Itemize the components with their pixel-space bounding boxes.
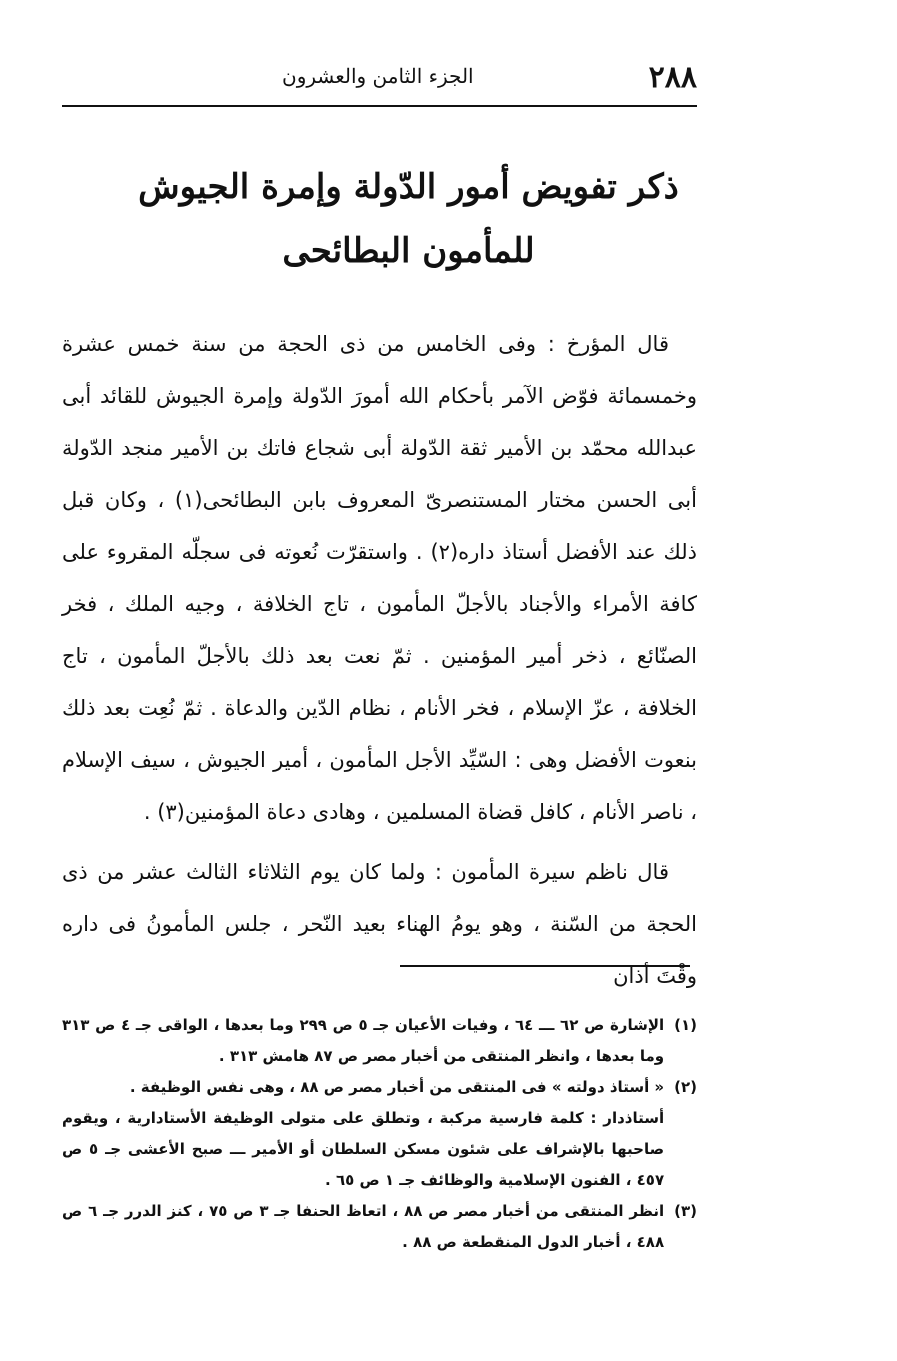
footnote-text — [62, 1072, 664, 1196]
page-number: ٢٨٨ — [648, 60, 697, 95]
footnote-line: الإشارة ص ٦٢ ـــ ٦٤ ، وفيات الأعيان جـ ٥ ص ٢٩٩ وما بعدها ، الواقى جـ ٤ ص ٣١٣ وما بعدها ، وانظر المنتقى من أخبار مصر ص ٨٧ هامش ٣١٣ . — [62, 1016, 665, 1065]
footnote-number: (٣) — [674, 1202, 697, 1220]
chapter-title-line-1: ذكر تفويض أمور الدّولة وإمرة الجيوش — [138, 167, 679, 207]
chapter-title-line-2: للمأمون البطائحى — [282, 231, 535, 271]
footnote-1 — [62, 1010, 697, 1072]
page-header — [62, 50, 697, 107]
footnote-separator — [400, 965, 690, 967]
footnote-line: انظر المنتقى من أخبار مصر ص ٨٨ ، اتعاظ الحنفا جـ ٣ ص ٧٥ ، كنز الدرر جـ ٦ ص ٤٨٨ ، أخبار الدول المنقطعة ص ٨٨ . — [62, 1202, 665, 1251]
footnotes — [62, 1010, 697, 1258]
footnote-line: أستاذدار : كلمة فارسية مركبة ، وتطلق على متولى الوظيفة الأستادارية ، ويقوم صاحبها بالإشراف على شئون مسكن السلطان أو الأمير ـــ صبح الأعشى جـ ٥ ص ٤٥٧ ، الفنون الإسلامية والوظائف جـ ١ ص ٦٥ . — [62, 1109, 665, 1189]
chapter-title — [120, 155, 697, 283]
footnote-3 — [62, 1196, 697, 1258]
footnote-text — [62, 1196, 664, 1258]
running-head: الجزء الثامن والعشرون — [282, 64, 474, 88]
footnote-number: (٢) — [674, 1078, 697, 1096]
footnote-number: (١) — [674, 1016, 697, 1034]
footnote-line: « أستاذ دولته » فى المنتقى من أخبار مصر ص ٨٨ ، وهى نفس الوظيفة . — [129, 1078, 665, 1096]
paragraph-1: قال المؤرخ : وفى الخامس من ذى الحجة من سنة خمس عشرة وخمسمائة فوّض الآمر بأحكام الله أمورَ الدّولة وإمرة الجيوش للقائد أبى عبدالله محمّد بن الأمير ثقة الدّولة أبى شجاع فاتك بن الأمير منجد الدّولة أبى الحسن مختار المستنصرىّ المعروف بابن البطائحى(١) ، وكان قبل ذلك عند الأفضل أستاذ داره(٢) . واستقرّت نُعوته فى سجلّه المقروء على كافة الأمراء والأجناد بالأجلّ المأمون ، تاج الخلافة ، وجيه الملك ، فخر الصنّائع ، ذخر أمير المؤمنين . ثمّ نعت بعد ذلك بالأجلّ المأمون ، تاج الخلافة ، عزّ الإسلام ، فخر الأنام ، نظام الدّين والدعاة . ثمّ نُعِت بعد ذلك بنعوت الأفضل وهى : السّيِّد الأجل المأمون ، أمير الجيوش ، سيف الإسلام ، ناصر الأنام ، كافل قضاة المسلمين ، وهادى دعاة المؤمنين(٣) . — [62, 332, 698, 824]
paragraph-2: قال ناظم سيرة المأمون : ولما كان يوم الثلاثاء الثالث عشر من ذى الحجة من السّنة ، وهو يومُ الهناء بعيد النّحر ، جلس المأمونُ فى داره وقْتَ أذان — [62, 860, 697, 988]
body-text — [62, 318, 697, 1002]
footnote-text — [62, 1010, 664, 1072]
footnote-2 — [62, 1072, 697, 1196]
